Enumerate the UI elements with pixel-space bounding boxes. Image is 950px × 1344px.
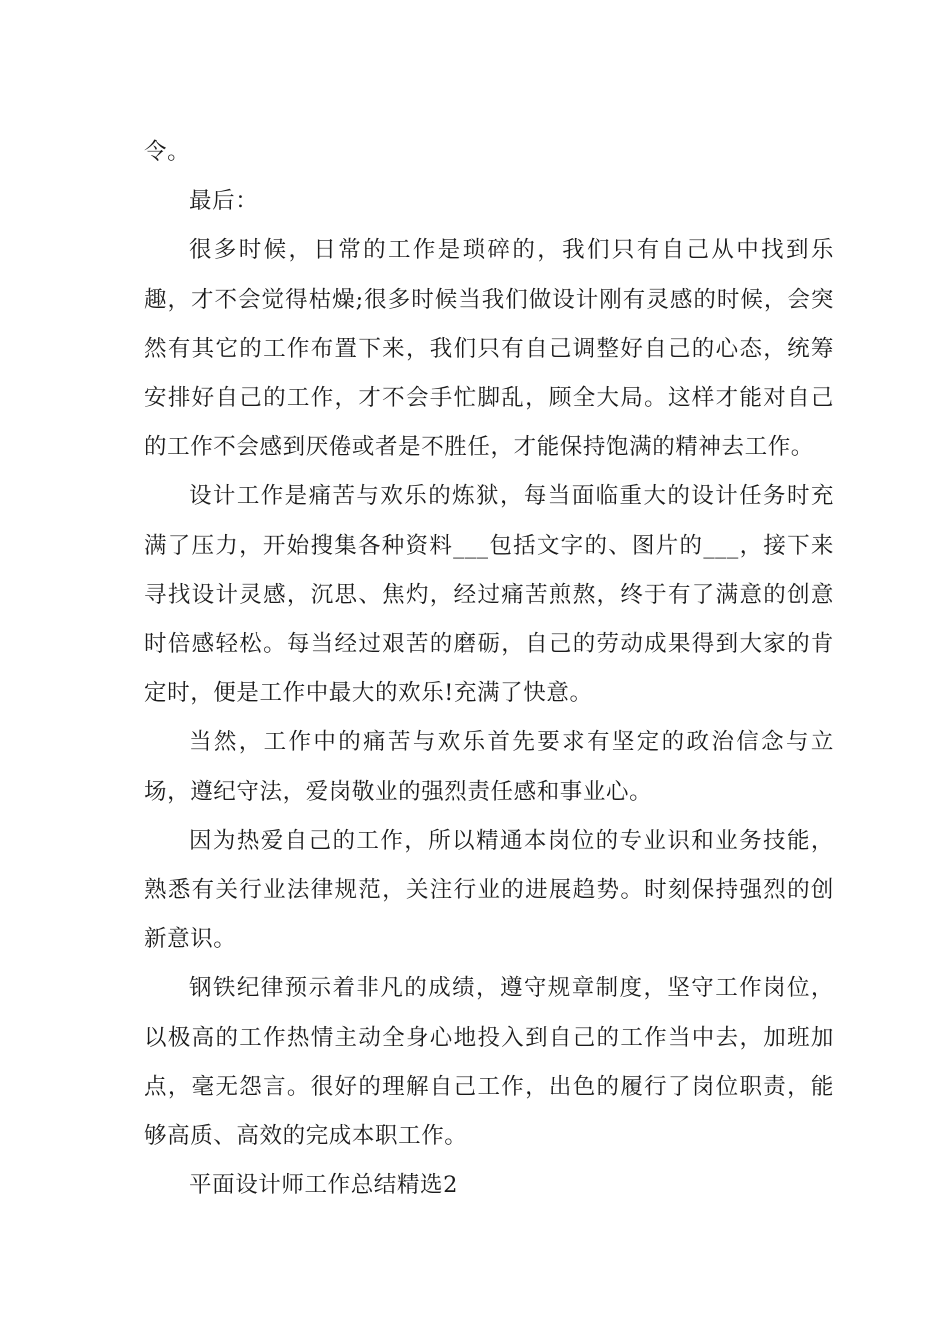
continuation-paragraph: 令。	[144, 139, 191, 165]
section-heading-last: 最后：	[189, 188, 259, 215]
body-paragraph: 当然，工作中的痛苦与欢乐首先要求有坚定的政治信念与立场，遵纪守法，爱岗敬业的强烈责任感和事业心。	[144, 729, 834, 805]
document-body	[144, 128, 834, 1210]
body-paragraph: 很多时候，日常的工作是琐碎的，我们只有自己从中找到乐趣，才不会觉得枯燥;很多时候当我们做设计刚有灵感的时候，会突然有其它的工作布置下来，我们只有自己调整好自己的心态，统筹安排好自己的工作，才不会手忙脚乱，顾全大局。这样才能对自己的工作不会感到厌倦或者是不胜任，才能保持饱满的精神去工作。	[144, 237, 834, 461]
section-title: 平面设计师工作总结精选2	[189, 1172, 459, 1199]
body-paragraph: 因为热爱自己的工作，所以精通本岗位的专业识和业务技能，熟悉有关行业法律规范，关注行业的进展趋势。时刻保持强烈的创新意识。	[144, 827, 834, 953]
body-paragraph: 钢铁纪律预示着非凡的成绩，遵守规章制度，坚守工作岗位，以极高的工作热情主动全身心地投入到自己的工作当中去，加班加点，毫无怨言。很好的理解自己工作，出色的履行了岗位职责，能够高质、高效的完成本职工作。	[144, 975, 834, 1150]
body-paragraph: 设计工作是痛苦与欢乐的炼狱，每当面临重大的设计任务时充满了压力，开始搜集各种资料___包括文字的、图片的___，接下来寻找设计灵感，沉思、焦灼，经过痛苦煎熬，终于有了满意的创意时倍感轻松。每当经过艰苦的磨砺，自己的劳动成果得到大家的肯定时，便是工作中最大的欢乐!充满了快意。	[144, 483, 834, 707]
